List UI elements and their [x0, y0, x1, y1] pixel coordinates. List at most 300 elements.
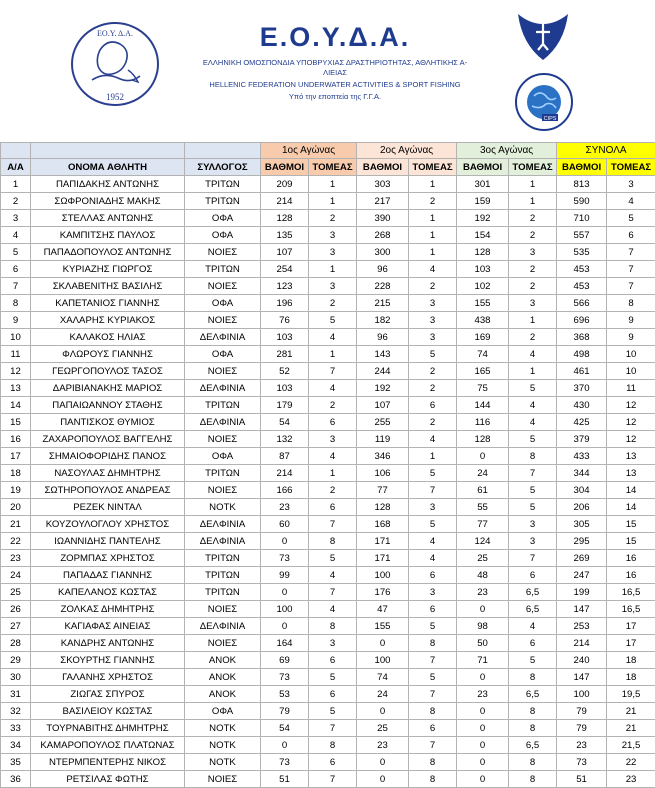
row-number: 19	[1, 482, 31, 499]
round3-points: 144	[457, 397, 509, 414]
round2-header: 2ος Αγώνας	[357, 143, 457, 159]
round1-points: 87	[261, 448, 309, 465]
round3-points: 74	[457, 346, 509, 363]
table-row	[1, 618, 655, 635]
round1-sector: 6	[309, 754, 357, 771]
row-number: 28	[1, 635, 31, 652]
round1-points: 164	[261, 635, 309, 652]
row-number: 24	[1, 567, 31, 584]
club: ΝΟΙΕΣ	[185, 312, 261, 329]
total-points: 206	[557, 499, 607, 516]
round2-points: 100	[357, 567, 409, 584]
total-points: 147	[557, 601, 607, 618]
round3-points: 50	[457, 635, 509, 652]
club: ΔΕΛΦΙΝΙΑ	[185, 516, 261, 533]
round3-points: 159	[457, 193, 509, 210]
round1-points: 0	[261, 533, 309, 550]
total-points: 453	[557, 278, 607, 295]
athlete-name: ΣΚΛΑΒΕΝΙΤΗΣ ΒΑΣΙΛΗΣ	[31, 278, 185, 295]
org-name-greek-cont: ΛΙΕΙΑΣ	[170, 68, 500, 77]
round1-points: 23	[261, 499, 309, 516]
round1-points: 51	[261, 771, 309, 788]
club: ΤΡΙΤΩΝ	[185, 584, 261, 601]
total-points: 433	[557, 448, 607, 465]
row-number: 35	[1, 754, 31, 771]
table-row	[1, 329, 655, 346]
total-sector: 12	[607, 414, 655, 431]
total-sector: 18	[607, 669, 655, 686]
total-sector: 7	[607, 278, 655, 295]
round1-sector: 6	[309, 499, 357, 516]
total-sector: 17	[607, 635, 655, 652]
athlete-name: ΣΚΟΥΡΤΗΣ ΓΙΑΝΝΗΣ	[31, 652, 185, 669]
round3-sector: 1	[509, 193, 557, 210]
round3-sector: 6	[509, 635, 557, 652]
round2-points: 168	[357, 516, 409, 533]
club: ΝΟΤΚ	[185, 737, 261, 754]
row-number: 30	[1, 669, 31, 686]
round3-sector: 4	[509, 618, 557, 635]
round3-points: 0	[457, 601, 509, 618]
row-number: 27	[1, 618, 31, 635]
athlete-name: ΠΑΠΙΔΑΚΗΣ ΑΝΤΩΝΗΣ	[31, 176, 185, 193]
total-sector: 17	[607, 618, 655, 635]
round1-points: 132	[261, 431, 309, 448]
row-number: 1	[1, 176, 31, 193]
round3-points: 128	[457, 244, 509, 261]
total-points: 199	[557, 584, 607, 601]
col-sector: ΤΟΜΕΑΣ	[409, 159, 457, 176]
round3-points: 98	[457, 618, 509, 635]
table-row	[1, 193, 655, 210]
round2-points: 244	[357, 363, 409, 380]
round2-points: 0	[357, 635, 409, 652]
table-row	[1, 431, 655, 448]
club: ΝΟΙΕΣ	[185, 431, 261, 448]
table-row	[1, 295, 655, 312]
athlete-name: ΣΗΜΑΙΟΦΟΡΙΔΗΣ ΠΑΝΟΣ	[31, 448, 185, 465]
row-number: 4	[1, 227, 31, 244]
round3-sector: 4	[509, 397, 557, 414]
club: ΝΟΙΕΣ	[185, 635, 261, 652]
document-header	[0, 0, 655, 140]
athlete-name: ΤΟΥΡΝΑΒΙΤΗΣ ΔΗΜΗΤΡΗΣ	[31, 720, 185, 737]
round2-points: 25	[357, 720, 409, 737]
round1-points: 100	[261, 601, 309, 618]
round3-sector: 2	[509, 278, 557, 295]
athlete-name: ΓΑΛΑΝΗΣ ΧΡΗΣΤΟΣ	[31, 669, 185, 686]
round3-sector: 3	[509, 516, 557, 533]
row-number: 18	[1, 465, 31, 482]
club: ΤΡΙΤΩΝ	[185, 193, 261, 210]
round3-points: 0	[457, 737, 509, 754]
round1-points: 128	[261, 210, 309, 227]
table-row	[1, 261, 655, 278]
round1-points: 73	[261, 669, 309, 686]
round1-points: 196	[261, 295, 309, 312]
table-row	[1, 635, 655, 652]
athlete-name: ΓΕΩΡΓΟΠΟΥΛΟΣ ΤΑΣΟΣ	[31, 363, 185, 380]
round2-points: 268	[357, 227, 409, 244]
club: ΑΝΟΚ	[185, 686, 261, 703]
row-number: 7	[1, 278, 31, 295]
round3-points: 61	[457, 482, 509, 499]
row-number: 26	[1, 601, 31, 618]
results-body	[1, 176, 655, 788]
athlete-name: ΡΕΖΕΚ ΝΙΝΤΑΛ	[31, 499, 185, 516]
round1-sector: 8	[309, 737, 357, 754]
round1-sector: 7	[309, 720, 357, 737]
round1-points: 76	[261, 312, 309, 329]
round2-sector: 2	[409, 414, 457, 431]
round3-sector: 6	[509, 567, 557, 584]
svg-text:1952: 1952	[106, 92, 124, 102]
athlete-name: ΝΤΕΡΜΠΕΝΤΕΡΗΣ ΝΙΚΟΣ	[31, 754, 185, 771]
round2-sector: 8	[409, 771, 457, 788]
row-number: 3	[1, 210, 31, 227]
results-table	[0, 142, 655, 788]
club: ΤΡΙΤΩΝ	[185, 567, 261, 584]
row-number: 25	[1, 584, 31, 601]
table-row	[1, 703, 655, 720]
round2-sector: 6	[409, 397, 457, 414]
table-row	[1, 550, 655, 567]
round1-points: 0	[261, 737, 309, 754]
round1-points: 166	[261, 482, 309, 499]
round1-sector: 1	[309, 346, 357, 363]
round2-points: 23	[357, 737, 409, 754]
round3-points: 116	[457, 414, 509, 431]
org-supervision: Υπό την εποπτεία της Γ.Γ.Α.	[170, 92, 500, 101]
club: ΝΟΙΕΣ	[185, 601, 261, 618]
total-sector: 21	[607, 703, 655, 720]
total-points: 379	[557, 431, 607, 448]
round2-points: 390	[357, 210, 409, 227]
round2-sector: 1	[409, 210, 457, 227]
round3-points: 0	[457, 703, 509, 720]
round3-sector: 5	[509, 431, 557, 448]
row-number: 34	[1, 737, 31, 754]
total-points: 344	[557, 465, 607, 482]
round2-sector: 3	[409, 312, 457, 329]
round3-sector: 5	[509, 499, 557, 516]
blank-header-cell	[185, 143, 261, 159]
table-row	[1, 771, 655, 788]
row-number: 14	[1, 397, 31, 414]
total-sector: 7	[607, 244, 655, 261]
round1-sector: 1	[309, 465, 357, 482]
total-points: 566	[557, 295, 607, 312]
athlete-name: ΚΑΝΔΡΗΣ ΑΝΤΩΝΗΣ	[31, 635, 185, 652]
round3-points: 192	[457, 210, 509, 227]
round3-sector: 1	[509, 363, 557, 380]
round3-sector: 8	[509, 703, 557, 720]
round1-points: 254	[261, 261, 309, 278]
round1-points: 214	[261, 465, 309, 482]
total-points: 147	[557, 669, 607, 686]
round2-points: 182	[357, 312, 409, 329]
round2-sector: 7	[409, 652, 457, 669]
round3-points: 155	[457, 295, 509, 312]
round3-points: 48	[457, 567, 509, 584]
round3-sector: 8	[509, 754, 557, 771]
total-sector: 12	[607, 431, 655, 448]
club: ΟΦΑ	[185, 346, 261, 363]
round2-sector: 5	[409, 465, 457, 482]
round3-points: 71	[457, 652, 509, 669]
round1-sector: 8	[309, 618, 357, 635]
round3-points: 124	[457, 533, 509, 550]
row-number: 15	[1, 414, 31, 431]
org-title: Ε.Ο.Υ.Δ.Α.	[170, 22, 500, 53]
total-points: 535	[557, 244, 607, 261]
round2-sector: 2	[409, 380, 457, 397]
round1-sector: 1	[309, 176, 357, 193]
table-row	[1, 346, 655, 363]
round2-sector: 5	[409, 516, 457, 533]
total-points: 461	[557, 363, 607, 380]
athlete-name: ΚΑΠΕΛΑΝΟΣ ΚΩΣΤΑΣ	[31, 584, 185, 601]
round3-points: 0	[457, 448, 509, 465]
round3-sector: 1	[509, 312, 557, 329]
total-points: 79	[557, 720, 607, 737]
table-row	[1, 397, 655, 414]
round2-sector: 7	[409, 737, 457, 754]
table-row	[1, 499, 655, 516]
total-points: 100	[557, 686, 607, 703]
round1-sector: 4	[309, 448, 357, 465]
total-points: 240	[557, 652, 607, 669]
round2-points: 119	[357, 431, 409, 448]
round1-sector: 3	[309, 278, 357, 295]
athlete-name: ΣΩΦΡΟΝΙΑΔΗΣ ΜΑΚΗΣ	[31, 193, 185, 210]
round1-sector: 7	[309, 363, 357, 380]
total-points: 295	[557, 533, 607, 550]
round2-points: 300	[357, 244, 409, 261]
club: ΝΟΤΚ	[185, 499, 261, 516]
round1-points: 54	[261, 720, 309, 737]
round3-points: 55	[457, 499, 509, 516]
total-points: 269	[557, 550, 607, 567]
total-sector: 10	[607, 363, 655, 380]
round2-sector: 3	[409, 295, 457, 312]
total-sector: 13	[607, 465, 655, 482]
round3-sector: 4	[509, 346, 557, 363]
total-sector: 22	[607, 754, 655, 771]
total-points: 304	[557, 482, 607, 499]
round2-sector: 8	[409, 635, 457, 652]
club: ΝΟΙΕΣ	[185, 363, 261, 380]
club: ΝΟΤΚ	[185, 720, 261, 737]
col-sector: ΤΟΜΕΑΣ	[607, 159, 655, 176]
total-points: 23	[557, 737, 607, 754]
club: ΤΡΙΤΩΝ	[185, 261, 261, 278]
club: ΔΕΛΦΙΝΙΑ	[185, 414, 261, 431]
total-sector: 11	[607, 380, 655, 397]
row-number: 36	[1, 771, 31, 788]
total-points: 710	[557, 210, 607, 227]
blank-header-cell	[1, 143, 31, 159]
round3-points: 0	[457, 720, 509, 737]
round2-points: 176	[357, 584, 409, 601]
svg-text:ΕΟ.Υ. Δ.Α.: ΕΟ.Υ. Δ.Α.	[97, 29, 133, 38]
total-sector: 14	[607, 482, 655, 499]
round3-points: 75	[457, 380, 509, 397]
row-number: 6	[1, 261, 31, 278]
org-name-greek: ΕΛΛΗΝΙΚΗ ΟΜΟΣΠΟΝΔΙΑ ΥΠΟΒΡΥΧΙΑΣ ΔΡΑΣΤΗΡΙΟΤΗΤΑΣ, ΑΘΛΗΤΙΚΗΣ Α-	[170, 58, 500, 67]
round3-points: 169	[457, 329, 509, 346]
round3-points: 23	[457, 584, 509, 601]
round2-sector: 1	[409, 176, 457, 193]
round2-sector: 3	[409, 584, 457, 601]
round2-sector: 4	[409, 431, 457, 448]
total-sector: 16,5	[607, 584, 655, 601]
round1-sector: 6	[309, 652, 357, 669]
round3-points: 25	[457, 550, 509, 567]
row-number: 9	[1, 312, 31, 329]
round3-sector: 7	[509, 465, 557, 482]
total-sector: 3	[607, 176, 655, 193]
col-points: ΒΑΘΜΟΙ	[357, 159, 409, 176]
table-row	[1, 278, 655, 295]
athlete-name: ΖΙΩΓΑΣ ΣΠΥΡΟΣ	[31, 686, 185, 703]
row-number: 17	[1, 448, 31, 465]
row-number: 20	[1, 499, 31, 516]
round2-points: 346	[357, 448, 409, 465]
round2-sector: 5	[409, 346, 457, 363]
athlete-name: ΧΑΛΑΡΗΣ ΚΥΡΙΑΚΟΣ	[31, 312, 185, 329]
round3-sector: 5	[509, 652, 557, 669]
total-points: 79	[557, 703, 607, 720]
round1-sector: 6	[309, 414, 357, 431]
club: ΤΡΙΤΩΝ	[185, 397, 261, 414]
round2-points: 0	[357, 754, 409, 771]
club: ΟΦΑ	[185, 227, 261, 244]
round3-points: 165	[457, 363, 509, 380]
total-points: 590	[557, 193, 607, 210]
round1-sector: 5	[309, 703, 357, 720]
round1-sector: 3	[309, 244, 357, 261]
club: ΑΝΟΚ	[185, 669, 261, 686]
row-number: 21	[1, 516, 31, 533]
table-row	[1, 414, 655, 431]
row-number: 23	[1, 550, 31, 567]
athlete-name: ΖΟΛΚΑΣ ΔΗΜΗΤΡΗΣ	[31, 601, 185, 618]
column-header-row	[1, 159, 655, 176]
round2-points: 107	[357, 397, 409, 414]
round3-sector: 4	[509, 414, 557, 431]
table-row	[1, 533, 655, 550]
round2-sector: 6	[409, 601, 457, 618]
round3-sector: 6,5	[509, 601, 557, 618]
athlete-name: ΚΟΥΖΟΥΛΟΓΛΟΥ ΧΡΗΣΤΟΣ	[31, 516, 185, 533]
total-sector: 9	[607, 329, 655, 346]
round2-points: 155	[357, 618, 409, 635]
round2-sector: 3	[409, 499, 457, 516]
round2-sector: 3	[409, 329, 457, 346]
total-sector: 8	[607, 295, 655, 312]
round1-sector: 3	[309, 227, 357, 244]
round3-sector: 5	[509, 482, 557, 499]
round2-points: 255	[357, 414, 409, 431]
round1-sector: 7	[309, 516, 357, 533]
round3-points: 301	[457, 176, 509, 193]
round2-points: 96	[357, 329, 409, 346]
total-sector: 16	[607, 567, 655, 584]
round3-points: 103	[457, 261, 509, 278]
round2-points: 303	[357, 176, 409, 193]
round3-points: 438	[457, 312, 509, 329]
round2-points: 106	[357, 465, 409, 482]
table-row	[1, 465, 655, 482]
total-points: 813	[557, 176, 607, 193]
round2-sector: 1	[409, 244, 457, 261]
round1-sector: 2	[309, 482, 357, 499]
total-sector: 15	[607, 516, 655, 533]
row-number: 29	[1, 652, 31, 669]
total-points: 51	[557, 771, 607, 788]
total-sector: 23	[607, 771, 655, 788]
round2-points: 171	[357, 533, 409, 550]
round1-sector: 4	[309, 329, 357, 346]
round1-sector: 7	[309, 771, 357, 788]
round3-sector: 8	[509, 720, 557, 737]
total-sector: 18	[607, 652, 655, 669]
club: ΔΕΛΦΙΝΙΑ	[185, 618, 261, 635]
svg-text:CIPS: CIPS	[544, 116, 557, 122]
round1-sector: 7	[309, 584, 357, 601]
round1-sector: 2	[309, 295, 357, 312]
group-header-row	[1, 143, 655, 159]
col-sector: ΤΟΜΕΑΣ	[509, 159, 557, 176]
round3-points: 0	[457, 669, 509, 686]
round2-points: 228	[357, 278, 409, 295]
total-sector: 5	[607, 210, 655, 227]
round2-points: 0	[357, 703, 409, 720]
total-points: 557	[557, 227, 607, 244]
club: ΝΟΙΕΣ	[185, 482, 261, 499]
round3-header: 3ος Αγώνας	[457, 143, 557, 159]
round2-sector: 4	[409, 550, 457, 567]
athlete-name: ΖΟΡΜΠΑΣ ΧΡΗΣΤΟΣ	[31, 550, 185, 567]
round2-points: 171	[357, 550, 409, 567]
round3-sector: 3	[509, 244, 557, 261]
round1-sector: 1	[309, 193, 357, 210]
total-points: 370	[557, 380, 607, 397]
round2-sector: 6	[409, 720, 457, 737]
athlete-name: ΙΩΑΝΝΙΔΗΣ ΠΑΝΤΕΛΗΣ	[31, 533, 185, 550]
total-points: 430	[557, 397, 607, 414]
round2-sector: 2	[409, 278, 457, 295]
round2-sector: 5	[409, 618, 457, 635]
club: ΔΕΛΦΙΝΙΑ	[185, 533, 261, 550]
table-row	[1, 601, 655, 618]
total-sector: 12	[607, 397, 655, 414]
round2-points: 128	[357, 499, 409, 516]
round1-points: 79	[261, 703, 309, 720]
round3-points: 154	[457, 227, 509, 244]
round3-sector: 7	[509, 550, 557, 567]
athlete-name: ΚΑΓΙΑΦΑΣ ΑΙΝΕΙΑΣ	[31, 618, 185, 635]
col-sector: ΤΟΜΕΑΣ	[309, 159, 357, 176]
round3-sector: 8	[509, 669, 557, 686]
round2-points: 47	[357, 601, 409, 618]
round2-sector: 4	[409, 261, 457, 278]
row-number: 12	[1, 363, 31, 380]
round2-sector: 7	[409, 686, 457, 703]
row-number: 8	[1, 295, 31, 312]
round1-sector: 1	[309, 261, 357, 278]
